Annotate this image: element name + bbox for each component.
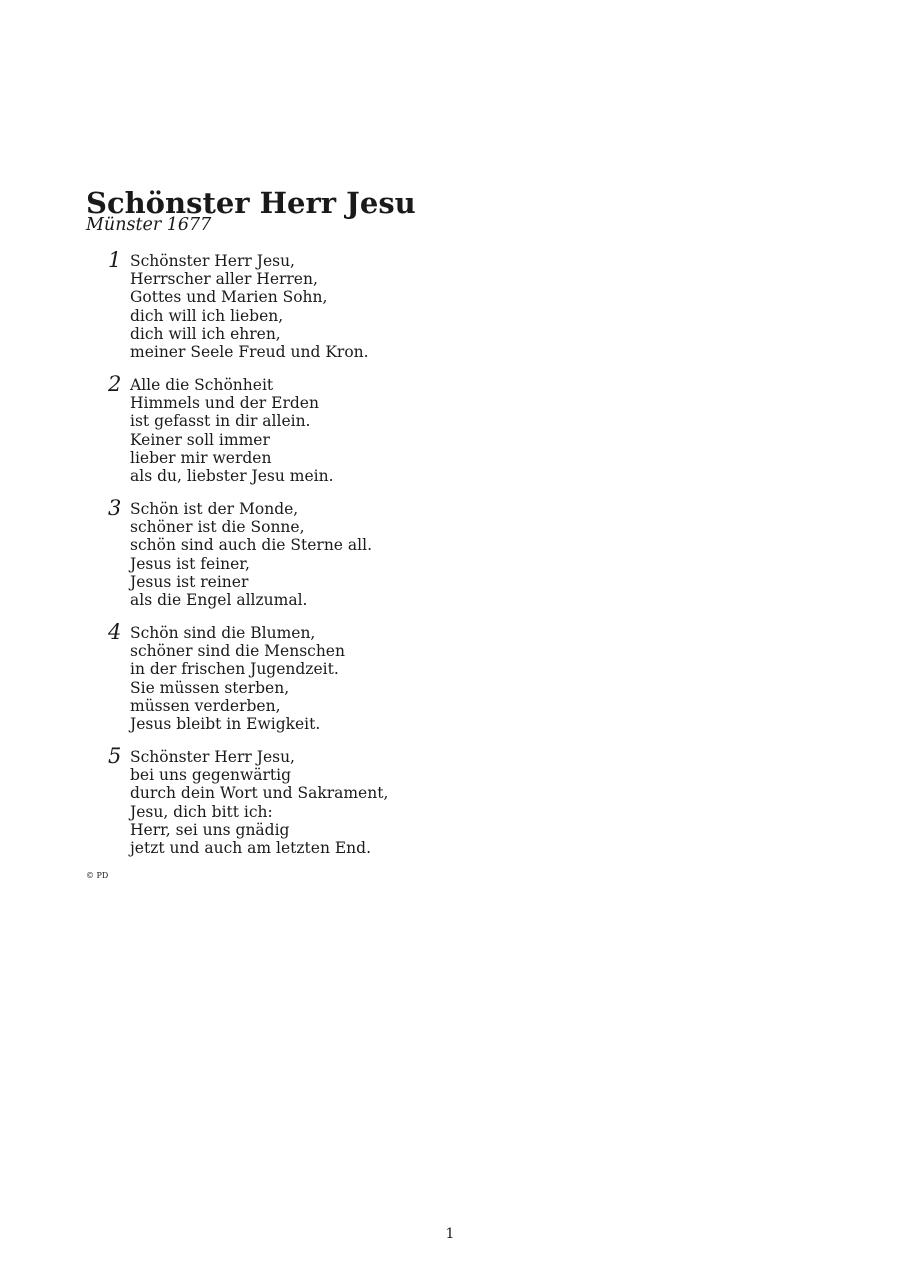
verse-line: Jesus ist reiner [130, 572, 249, 591]
verse-text [130, 376, 334, 485]
verse-line: schöner sind die Menschen [130, 642, 345, 661]
verse-number: 3 [108, 496, 122, 520]
verse-line: müssen verderben, [130, 696, 281, 715]
verse-line: als die Engel allzumal. [130, 591, 308, 610]
verse-line: meiner Seele Freud und Kron. [130, 343, 369, 362]
verse-text [130, 624, 345, 733]
verse-text [130, 252, 369, 361]
verse-line: Jesus bleibt in Ewigkeit. [130, 715, 321, 734]
verse-line: Gottes und Marien Sohn, [130, 288, 328, 307]
verse-text [130, 748, 388, 857]
page-number: 1 [445, 1226, 455, 1242]
copyright-notice: © PD [86, 871, 109, 880]
verse-line: als du, liebster Jesu mein. [130, 467, 334, 486]
verse-line: bei uns gegenwärtig [130, 766, 292, 785]
verse-line: in der frischen Jugendzeit. [130, 660, 339, 679]
verse-line: Himmels und der Erden [130, 394, 319, 413]
verse-line: jetzt und auch am letzten End. [130, 839, 372, 858]
verse-line: lieber mir werden [130, 448, 272, 467]
verse-text [130, 500, 372, 609]
verse-line: dich will ich lieben, [130, 306, 284, 325]
verse-line: ist gefasst in dir allein. [130, 412, 311, 431]
verse-line: schöner ist die Sonne, [130, 518, 305, 537]
verse-line: Jesu, dich bitt ich: [130, 802, 273, 821]
verse-number: 1 [108, 248, 122, 272]
song-title: Schönster Herr Jesu [86, 186, 416, 220]
verse-line: Schönster Herr Jesu, [130, 748, 295, 766]
verse-number: 4 [108, 620, 122, 644]
verse-line: Herrscher aller Herren, [130, 270, 318, 289]
verse-number: 5 [108, 744, 122, 768]
verse-line: Keiner soll immer [130, 430, 270, 449]
song-source: Münster 1677 [86, 215, 212, 235]
verse-line: Jesus ist feiner, [130, 554, 250, 573]
verse-line: Schönster Herr Jesu, [130, 252, 295, 270]
verse-number: 2 [108, 372, 122, 396]
verse-line: dich will ich ehren, [130, 324, 281, 343]
verse-line: Sie müssen sterben, [130, 678, 290, 697]
verse-line: Herr, sei uns gnädig [130, 820, 290, 839]
verse-line: Schön sind die Blumen, [130, 624, 316, 642]
verse-line: durch dein Wort und Sakrament, [130, 784, 389, 803]
verse-line: Alle die Schönheit [130, 376, 274, 394]
verse-line: Schön ist der Monde, [130, 500, 299, 518]
verse-line: schön sind auch die Sterne all. [130, 536, 372, 555]
